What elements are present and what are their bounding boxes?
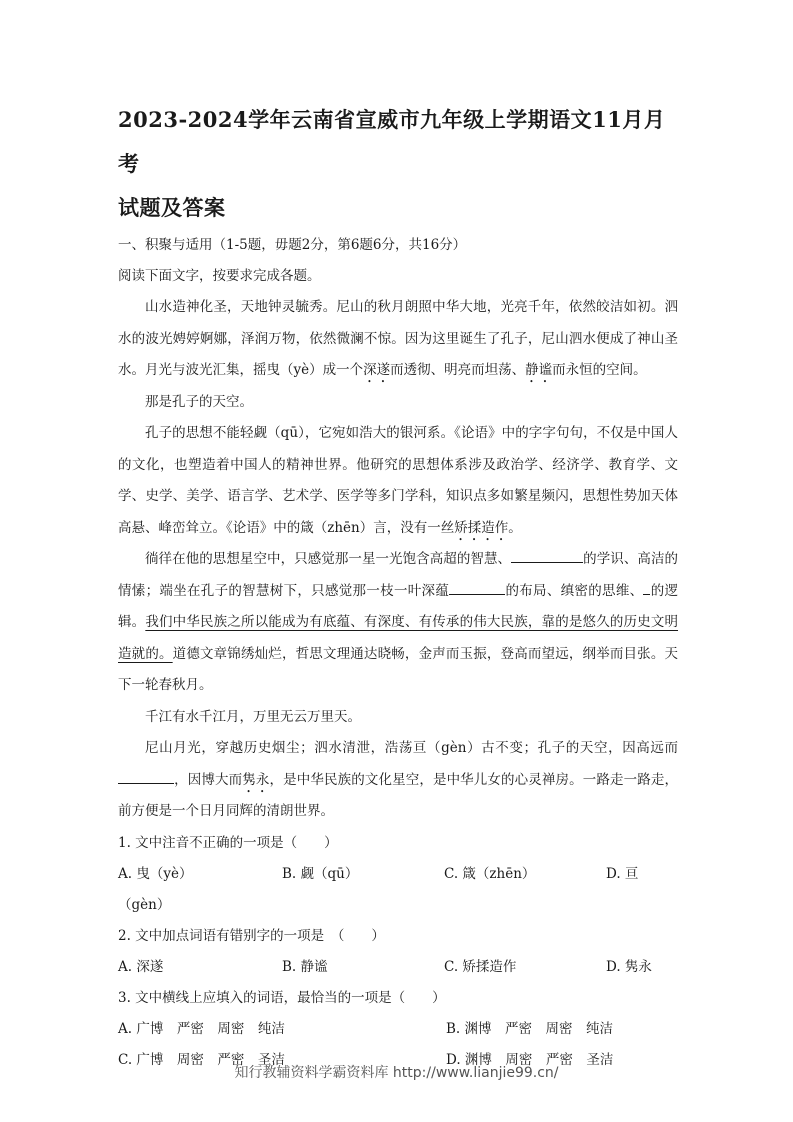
p6-text-b: ，因博大而 (174, 771, 243, 788)
question-1-option-c[interactable]: C. 箴（zhēn） (444, 865, 536, 882)
question-2-options (118, 952, 678, 983)
question-2-option-b[interactable]: B. 静谧 (282, 958, 328, 975)
passage-paragraph-6 (118, 733, 678, 828)
emphasized-word-jiaorouzaozuo: 矫揉造作 (454, 519, 509, 536)
passage-paragraph-1 (118, 292, 678, 387)
question-3-stem: 3. 文中横线上应填入的词语，最恰当的一项是（ ） (118, 989, 446, 1006)
question-1-option-a[interactable]: A. 曳（yè） (118, 865, 193, 882)
question-1-option-d[interactable]: D. 亘 (606, 865, 639, 882)
p4-text-a: 徜徉在他的思想星空中，只感觉那一星一光饱含高超的智慧、 (145, 551, 512, 567)
p1-text-a: 山水造神化圣，天地钟灵毓秀。尼山的秋月朗照中华大地，光亮千年，依然皎洁如初。泗水的波光娉婷婀娜，泽润万物，依然微澜不惊。因为这里诞生了孔子，尼山泗水便成了神山圣水。月光与波光汇集，摇曳（yè）成一个 (118, 299, 678, 378)
emphasized-word-jingmi: 静谧 (525, 362, 553, 378)
p4-text-e: 道德文章锦绣灿烂，哲思文理通达晓畅，金声而玉振，登高而望远，纲举而目张。天下一轮春秋月。 (118, 645, 679, 693)
emphasized-word-juanyong: 隽永 (242, 771, 270, 788)
question-3-option-d[interactable]: D. 渊博 周密 严密 圣洁 (446, 1051, 614, 1068)
question-2-option-a[interactable]: A. 深遂 (118, 958, 164, 975)
title-line-1: 2023-2024学年云南省宣威市九年级上学期语文11月月考 (118, 107, 666, 176)
p4-text-b: 的学识、高洁的情愫；端坐在孔子的智慧树下，只感觉那一枝一叶深蕴 (118, 551, 679, 599)
question-1-stem: 1. 文中注音不正确的一项是（ ） (118, 834, 338, 851)
fill-blank-4[interactable] (118, 769, 174, 784)
p4-text-c: 的布局、缜密的思维、 (505, 582, 644, 599)
question-1-options (118, 859, 678, 890)
document-title (118, 98, 678, 230)
question-2-option-d[interactable]: D. 隽永 (606, 958, 652, 975)
question-1-option-d-continuation: （gèn） (118, 896, 171, 913)
passage-paragraph-3 (118, 418, 678, 544)
question-2-stem: 2. 文中加点词语有错别字的一项是 （ ） (118, 927, 385, 944)
question-3-option-b[interactable]: B. 渊博 严密 周密 纯洁 (446, 1020, 614, 1037)
title-line-2: 试题及答案 (118, 195, 226, 220)
p6-text-c: ，是中华民族的文化星空，是中华儿女的心灵禅房。一路走一路走，前方便是一个日月同辉的清朗世界。 (118, 771, 679, 819)
p3-text-b: 。 (508, 519, 522, 536)
reading-instruction: 阅读下面文字，按要求完成各题。 (118, 268, 321, 284)
p3-text-a: 孔子的思想不能轻觑（qū），它宛如浩大的银河系。《论语》中的字字句句，不仅是中国人的文化，也塑造着中国人的精神世界。他研究的思想体系涉及政治学、经济学、教育学、文学、史学、美学、语言学、艺术学、医学等多门学科，知识点多如繁星频闪，思想性势加天体高悬、峰峦耸立。《论语》中的箴（zhēn）言，没有一丝 (118, 425, 678, 536)
question-3-option-a[interactable]: A. 广博 严密 周密 纯洁 (118, 1020, 285, 1037)
question-1-option-b[interactable]: B. 觑（qū） (282, 865, 359, 882)
passage-paragraph-4 (118, 544, 678, 702)
passage-paragraph-2: 那是孔子的天空。 (145, 393, 253, 410)
question-3-options-row-1 (118, 1014, 678, 1045)
question-2-option-c[interactable]: C. 矫揉造作 (444, 958, 517, 975)
footer-watermark: 知行教辅资料学霸资料库 http://www.lianjie99.cn/ (234, 1065, 559, 1081)
fill-blank-2[interactable] (449, 580, 505, 595)
p4-text-d: 的逻辑。 (118, 582, 679, 630)
emphasized-word-shensui: 深遂 (363, 362, 391, 378)
section-heading: 一、积聚与适用（1-5题，毋题2分，第6题6分，共16分） (118, 237, 467, 253)
p1-text-b: 而透彻、明亮而坦荡、 (390, 362, 526, 378)
passage-paragraph-5: 千江有水千江月，万里无云万里天。 (145, 708, 361, 725)
p6-text-a: 尼山月光，穿越历史烟尘；泗水清泄，浩荡亘（gèn）古不变；孔子的天空，因高远而 (145, 740, 678, 756)
document-page (118, 98, 678, 1076)
p1-text-c: 而永恒的空间。 (552, 362, 647, 378)
fill-blank-1[interactable] (511, 548, 583, 563)
underlined-sentence: 我们中华民族之所以能成为有底蕴、有深度、有传承的伟大民族，靠的是悠久的历史文明造就的。 (118, 614, 679, 662)
question-3-option-c[interactable]: C. 广博 周密 严密 圣洁 (118, 1051, 285, 1068)
